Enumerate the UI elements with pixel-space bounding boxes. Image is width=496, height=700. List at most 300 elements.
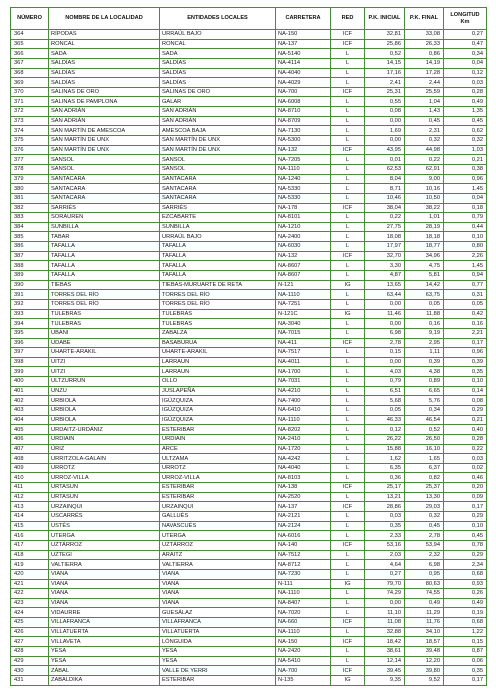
carretera-cell: NA-2420 — [276, 647, 331, 657]
entidades-cell: NAVASCUÉS — [160, 521, 276, 531]
entidades-cell: VIANA — [160, 589, 276, 599]
entidades-cell: SALDÍAS — [160, 78, 276, 88]
longitud-cell: 0,18 — [444, 203, 487, 213]
pk-inicial-cell: 8,04 — [365, 174, 405, 184]
pk-final-cell: 14,19 — [405, 58, 444, 68]
carretera-cell: NA-4210 — [276, 386, 331, 396]
numero-cell: 392 — [11, 299, 49, 309]
entidades-cell: SANTACARA — [160, 193, 276, 203]
carretera-cell: NA-1110 — [276, 589, 331, 599]
carretera-cell: NA-5300 — [276, 136, 331, 146]
numero-cell: 371 — [11, 97, 49, 107]
pk-inicial-cell: 3,30 — [365, 261, 405, 271]
longitud-cell: 0,20 — [444, 483, 487, 493]
numero-cell: 391 — [11, 290, 49, 300]
longitud-cell: 0,26 — [444, 589, 487, 599]
localidad-cell: SAN MARTÍN DE UNX — [49, 136, 160, 146]
entidades-cell: TULEBRAS — [160, 319, 276, 329]
longitud-cell: 0,77 — [444, 280, 487, 290]
localidad-cell: URBIOLA — [49, 415, 160, 425]
localidad-cell: YESA — [49, 656, 160, 666]
pk-inicial-cell: 0,15 — [365, 348, 405, 358]
table-header — [11, 8, 487, 30]
numero-cell: 415 — [11, 521, 49, 531]
entidades-cell: VILLAFRANCA — [160, 618, 276, 628]
pk-final-cell: 18,77 — [405, 242, 444, 252]
pk-final-cell: 44,98 — [405, 145, 444, 155]
longitud-cell: 0,96 — [444, 348, 487, 358]
pk-inicial-cell: 38,04 — [365, 203, 405, 213]
red-cell: ICF — [331, 666, 365, 676]
localidad-cell: TABAR — [49, 232, 160, 242]
carretera-cell: NA-1240 — [276, 174, 331, 184]
red-cell: ICF — [331, 87, 365, 97]
numero-cell: 401 — [11, 386, 49, 396]
entidades-cell: URROTZ — [160, 463, 276, 473]
localidad-cell: VILLAVETA — [49, 637, 160, 647]
pk-final-cell: 80,63 — [405, 579, 444, 589]
carretera-cell: NA-7130 — [276, 126, 331, 136]
longitud-cell: 0,32 — [444, 136, 487, 146]
carretera-cell: NA-5330 — [276, 193, 331, 203]
numero-cell: 424 — [11, 608, 49, 618]
table-row — [11, 155, 487, 165]
red-cell: L — [331, 328, 365, 338]
pk-inicial-cell: 0,00 — [365, 299, 405, 309]
carretera-cell: NA-8103 — [276, 473, 331, 483]
red-cell: ICF — [331, 30, 365, 40]
pk-final-cell: 0,45 — [405, 116, 444, 126]
pk-inicial-cell: 9,35 — [365, 675, 405, 685]
numero-cell: 417 — [11, 540, 49, 550]
table-row — [11, 174, 487, 184]
localidad-cell: TAFALLA — [49, 251, 160, 261]
entidades-cell: ARCE — [160, 444, 276, 454]
longitud-cell: 0,28 — [444, 87, 487, 97]
table-row — [11, 164, 487, 174]
pk-final-cell: 9,19 — [405, 328, 444, 338]
localidad-cell: SALDÍAS — [49, 68, 160, 78]
pk-final-cell: 10,50 — [405, 193, 444, 203]
longitud-cell: 0,49 — [444, 598, 487, 608]
localidad-cell: URDIAIN — [49, 434, 160, 444]
pk-final-cell: 0,34 — [405, 405, 444, 415]
red-cell: L — [331, 213, 365, 223]
pk-inicial-cell: 0,79 — [365, 377, 405, 387]
numero-cell: 372 — [11, 107, 49, 117]
carretera-cell: NA-1110 — [276, 627, 331, 637]
pk-final-cell: 46,54 — [405, 415, 444, 425]
longitud-cell: 0,09 — [444, 492, 487, 502]
longitud-cell: 0,15 — [444, 637, 487, 647]
numero-cell: 387 — [11, 251, 49, 261]
numero-cell: 364 — [11, 30, 49, 40]
entidades-cell: TORRES DEL RÍO — [160, 299, 276, 309]
localidad-cell: UZTÁRROZ — [49, 540, 160, 550]
header-carretera: CARRETERA — [276, 8, 331, 30]
localidad-cell: URTASUN — [49, 492, 160, 502]
table-row — [11, 222, 487, 232]
numero-cell: 420 — [11, 569, 49, 579]
entidades-cell: SALDÍAS — [160, 58, 276, 68]
numero-cell: 396 — [11, 338, 49, 348]
carretera-cell: NA-7205 — [276, 155, 331, 165]
longitud-cell: 0,10 — [444, 521, 487, 531]
table-row — [11, 608, 487, 618]
carretera-cell: NA-4040 — [276, 68, 331, 78]
pk-final-cell: 1,11 — [405, 348, 444, 358]
longitud-cell: 0,34 — [444, 49, 487, 59]
entidades-cell: YESA — [160, 647, 276, 657]
pk-inicial-cell: 5,68 — [365, 396, 405, 406]
longitud-cell: 0,45 — [444, 531, 487, 541]
red-cell: L — [331, 155, 365, 165]
entidades-cell: URRAÚL BAJO — [160, 232, 276, 242]
localidad-cell: UZTEGI — [49, 550, 160, 560]
carretera-cell: NA-2121 — [276, 512, 331, 522]
carretera-cell: NA-140 — [276, 540, 331, 550]
pk-final-cell: 74,55 — [405, 589, 444, 599]
pk-final-cell: 4,75 — [405, 261, 444, 271]
pk-inicial-cell: 25,17 — [365, 483, 405, 493]
carretera-cell: N-121 — [276, 280, 331, 290]
table-row — [11, 357, 487, 367]
pk-final-cell: 29,03 — [405, 502, 444, 512]
pk-final-cell: 6,65 — [405, 386, 444, 396]
numero-cell: 426 — [11, 627, 49, 637]
table-row — [11, 116, 487, 126]
pk-final-cell: 26,50 — [405, 434, 444, 444]
numero-cell: 413 — [11, 502, 49, 512]
numero-cell: 373 — [11, 116, 49, 126]
table-row — [11, 58, 487, 68]
carretera-cell: NA-8101 — [276, 213, 331, 223]
table-row — [11, 656, 487, 666]
localidad-cell: VIANA — [49, 598, 160, 608]
pk-inicial-cell: 0,35 — [365, 521, 405, 531]
numero-cell: 419 — [11, 560, 49, 570]
carretera-cell: NA-660 — [276, 618, 331, 628]
longitud-cell: 0,79 — [444, 213, 487, 223]
numero-cell: 411 — [11, 483, 49, 493]
numero-cell: 366 — [11, 49, 49, 59]
pk-inicial-cell: 26,22 — [365, 434, 405, 444]
carretera-cell: NA-8202 — [276, 425, 331, 435]
entidades-cell: SANTACARA — [160, 174, 276, 184]
table-row — [11, 675, 487, 685]
pk-inicial-cell: 79,70 — [365, 579, 405, 589]
table-row — [11, 49, 487, 59]
localidad-cell: UNZU — [49, 386, 160, 396]
pk-final-cell: 0,82 — [405, 473, 444, 483]
red-cell: IG — [331, 579, 365, 589]
localidad-cell: UDABE — [49, 338, 160, 348]
pk-inicial-cell: 17,16 — [365, 68, 405, 78]
pk-final-cell: 0,49 — [405, 598, 444, 608]
entidades-cell: SALDÍAS — [160, 68, 276, 78]
table-row — [11, 242, 487, 252]
carretera-cell: NA-8710 — [276, 107, 331, 117]
numero-cell: 395 — [11, 328, 49, 338]
carretera-cell: NA-4011 — [276, 357, 331, 367]
numero-cell: 394 — [11, 319, 49, 329]
carretera-cell: NA-2520 — [276, 492, 331, 502]
pk-inicial-cell: 39,45 — [365, 666, 405, 676]
localidad-cell: SUNBILLA — [49, 222, 160, 232]
numero-cell: 377 — [11, 155, 49, 165]
localidad-cell: URBIOLA — [49, 396, 160, 406]
entidades-cell: TORRES DEL RÍO — [160, 290, 276, 300]
red-cell: L — [331, 357, 365, 367]
localidad-cell: URBIOLA — [49, 405, 160, 415]
numero-cell: 402 — [11, 396, 49, 406]
numero-cell: 365 — [11, 39, 49, 49]
numero-cell: 382 — [11, 203, 49, 213]
red-cell: L — [331, 434, 365, 444]
table-row — [11, 271, 487, 281]
pk-inicial-cell: 11,08 — [365, 618, 405, 628]
table-row — [11, 145, 487, 155]
red-cell: L — [331, 97, 365, 107]
pk-final-cell: 25,37 — [405, 483, 444, 493]
entidades-cell: GALLUÉS — [160, 512, 276, 522]
longitud-cell: 0,04 — [444, 58, 487, 68]
pk-inicial-cell: 4,64 — [365, 560, 405, 570]
table-row — [11, 261, 487, 271]
pk-inicial-cell: 0,00 — [365, 319, 405, 329]
longitud-cell: 0,49 — [444, 97, 487, 107]
entidades-cell: IGÚZQUIZA — [160, 415, 276, 425]
red-cell: L — [331, 589, 365, 599]
carretera-cell: NA-2410 — [276, 434, 331, 444]
localidad-cell: UITZI — [49, 357, 160, 367]
localidad-cell: TAFALLA — [49, 271, 160, 281]
pk-final-cell: 18,57 — [405, 637, 444, 647]
numero-cell: 418 — [11, 550, 49, 560]
table-row — [11, 338, 487, 348]
red-cell: L — [331, 415, 365, 425]
carretera-cell: NA-8407 — [276, 598, 331, 608]
pk-inicial-cell: 0,08 — [365, 107, 405, 117]
entidades-cell: SAN ADRIÁN — [160, 116, 276, 126]
pk-inicial-cell: 4,03 — [365, 367, 405, 377]
entidades-cell: JUSLAPEÑA — [160, 386, 276, 396]
localidad-cell: TAFALLA — [49, 261, 160, 271]
carretera-cell: NA-8607 — [276, 261, 331, 271]
table-row — [11, 550, 487, 560]
numero-cell: 409 — [11, 463, 49, 473]
table-row — [11, 618, 487, 628]
localidad-cell: UTERGA — [49, 531, 160, 541]
entidades-cell: SUNBILLA — [160, 222, 276, 232]
longitud-cell: 0,17 — [444, 338, 487, 348]
entidades-cell: SARRIÉS — [160, 203, 276, 213]
header-localidad: NOMBRE DE LA LOCALIDAD — [49, 8, 160, 30]
table-row — [11, 598, 487, 608]
entidades-cell: SAN MARTÍN DE UNX — [160, 145, 276, 155]
localidad-cell: VIDAURRE — [49, 608, 160, 618]
table-row — [11, 328, 487, 338]
pk-final-cell: 1,04 — [405, 97, 444, 107]
carretera-cell: NA-6030 — [276, 242, 331, 252]
pk-inicial-cell: 0,05 — [365, 405, 405, 415]
entidades-cell: VILLATUERTA — [160, 627, 276, 637]
pk-inicial-cell: 25,31 — [365, 87, 405, 97]
numero-cell: 386 — [11, 242, 49, 252]
table-row — [11, 126, 487, 136]
entidades-cell: AMESCOA BAJA — [160, 126, 276, 136]
longitud-cell: 0,42 — [444, 309, 487, 319]
carretera-cell: NA-8709 — [276, 116, 331, 126]
header-longitud: LONGITUD Km — [444, 8, 487, 30]
red-cell: L — [331, 49, 365, 59]
red-cell: L — [331, 647, 365, 657]
pk-inicial-cell: 13,65 — [365, 280, 405, 290]
pk-inicial-cell: 0,22 — [365, 213, 405, 223]
longitud-cell: 0,35 — [444, 367, 487, 377]
table-row — [11, 280, 487, 290]
red-cell: L — [331, 569, 365, 579]
longitud-cell: 2,26 — [444, 251, 487, 261]
localidad-cell: SANTACARA — [49, 184, 160, 194]
pk-inicial-cell: 2,41 — [365, 78, 405, 88]
pk-final-cell: 38,22 — [405, 203, 444, 213]
carretera-cell: NA-4040 — [276, 463, 331, 473]
localidad-cell: SALDÍAS — [49, 58, 160, 68]
pk-final-cell: 0,16 — [405, 319, 444, 329]
pk-inicial-cell: 0,03 — [365, 512, 405, 522]
entidades-cell: IGÚZQUIZA — [160, 405, 276, 415]
numero-cell: 429 — [11, 656, 49, 666]
red-cell: L — [331, 232, 365, 242]
localidad-cell: SANSOL — [49, 155, 160, 165]
table-row — [11, 627, 487, 637]
longitud-cell: 0,78 — [444, 540, 487, 550]
pk-inicial-cell: 2,33 — [365, 531, 405, 541]
entidades-cell: TIEBAS-MURUARTE DE RETA — [160, 280, 276, 290]
numero-cell: 414 — [11, 512, 49, 522]
red-cell: L — [331, 242, 365, 252]
entidades-cell: URZAINQUI — [160, 502, 276, 512]
localidad-cell: USTÉS — [49, 521, 160, 531]
localidad-cell: URZAINQUI — [49, 502, 160, 512]
numero-cell: 410 — [11, 473, 49, 483]
pk-final-cell: 2,95 — [405, 338, 444, 348]
pk-final-cell: 0,32 — [405, 136, 444, 146]
pk-inicial-cell: 6,51 — [365, 386, 405, 396]
table-row — [11, 454, 487, 464]
pk-final-cell: 0,05 — [405, 299, 444, 309]
pk-inicial-cell: 53,16 — [365, 540, 405, 550]
numero-cell: 400 — [11, 377, 49, 387]
entidades-cell: VIANA — [160, 598, 276, 608]
numero-cell: 428 — [11, 647, 49, 657]
pk-inicial-cell: 0,00 — [365, 116, 405, 126]
table-row — [11, 251, 487, 261]
table-row — [11, 39, 487, 49]
numero-cell: 380 — [11, 184, 49, 194]
table-row — [11, 560, 487, 570]
red-cell: ICF — [331, 203, 365, 213]
red-cell: L — [331, 107, 365, 117]
numero-cell: 412 — [11, 492, 49, 502]
localidades-table — [10, 7, 487, 686]
carretera-cell: N-121C — [276, 309, 331, 319]
pk-final-cell: 16,10 — [405, 444, 444, 454]
red-cell: L — [331, 136, 365, 146]
red-cell: L — [331, 396, 365, 406]
numero-cell: 406 — [11, 434, 49, 444]
table-row — [11, 425, 487, 435]
entidades-cell: ULTZAMA — [160, 454, 276, 464]
pk-inicial-cell: 62,53 — [365, 164, 405, 174]
entidades-cell: SANTACARA — [160, 184, 276, 194]
table-row — [11, 589, 487, 599]
localidad-cell: UBANI — [49, 328, 160, 338]
red-cell: L — [331, 116, 365, 126]
localidad-cell: URDAITZ-URDÁNIZ — [49, 425, 160, 435]
numero-cell: 378 — [11, 164, 49, 174]
red-cell: L — [331, 299, 365, 309]
entidades-cell: BASABURUA — [160, 338, 276, 348]
pk-final-cell: 25,59 — [405, 87, 444, 97]
table-row — [11, 87, 487, 97]
carretera-cell: NA-178 — [276, 203, 331, 213]
entidades-cell: TAFALLA — [160, 261, 276, 271]
longitud-cell: 0,02 — [444, 463, 487, 473]
longitud-cell: 1,45 — [444, 261, 487, 271]
carretera-cell: NA-150 — [276, 30, 331, 40]
localidad-cell: SANTACARA — [49, 174, 160, 184]
carretera-cell: NA-2400 — [276, 232, 331, 242]
numero-cell: 407 — [11, 444, 49, 454]
longitud-cell: 0,45 — [444, 116, 487, 126]
document-page — [10, 7, 486, 686]
table-row — [11, 319, 487, 329]
localidad-cell: YESA — [49, 647, 160, 657]
pk-inicial-cell: 6,98 — [365, 328, 405, 338]
pk-inicial-cell: 6,35 — [365, 463, 405, 473]
carretera-cell: NA-6016 — [276, 531, 331, 541]
red-cell: L — [331, 261, 365, 271]
carretera-cell: NA-8712 — [276, 560, 331, 570]
carretera-cell: NA-7015 — [276, 328, 331, 338]
carretera-cell: NA-7020 — [276, 608, 331, 618]
longitud-cell: 0,05 — [444, 299, 487, 309]
localidad-cell: SADA — [49, 49, 160, 59]
pk-inicial-cell: 2,78 — [365, 338, 405, 348]
localidad-cell: UHARTE-ARAKIL — [49, 348, 160, 358]
pk-final-cell: 26,33 — [405, 39, 444, 49]
pk-final-cell: 28,19 — [405, 222, 444, 232]
pk-final-cell: 18,18 — [405, 232, 444, 242]
pk-inicial-cell: 27,75 — [365, 222, 405, 232]
pk-inicial-cell: 28,86 — [365, 502, 405, 512]
localidad-cell: SANTACARA — [49, 193, 160, 203]
longitud-cell: 0,04 — [444, 193, 487, 203]
table-row — [11, 444, 487, 454]
carretera-cell: NA-5140 — [276, 49, 331, 59]
red-cell: L — [331, 521, 365, 531]
localidad-cell: SAN MARTÍN DE UNX — [49, 145, 160, 155]
carretera-cell: NA-137 — [276, 39, 331, 49]
pk-final-cell: 34,10 — [405, 627, 444, 637]
table-row — [11, 299, 487, 309]
longitud-cell: 0,22 — [444, 444, 487, 454]
pk-final-cell: 2,31 — [405, 126, 444, 136]
table-row — [11, 232, 487, 242]
longitud-cell: 0,44 — [444, 222, 487, 232]
